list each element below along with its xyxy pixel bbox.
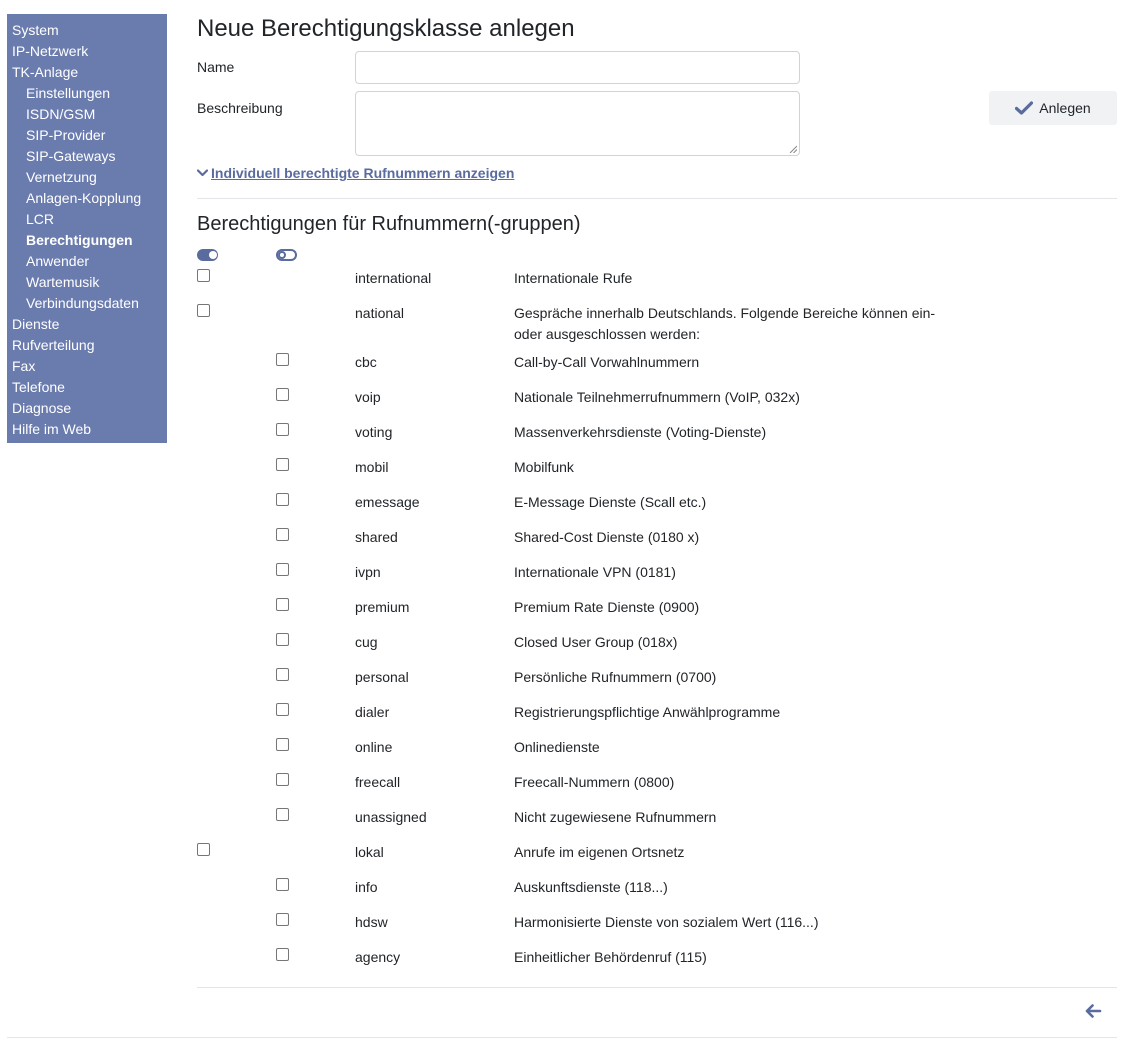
arrow-left-icon[interactable] — [1084, 1002, 1102, 1020]
permission-description: Auskunftsdienste (118...) — [514, 879, 668, 895]
sidebar-item-anwender[interactable]: Anwender — [26, 253, 90, 269]
sidebar-item-einstellungen[interactable]: Einstellungen — [26, 85, 111, 101]
sidebar-item-vernetzung[interactable]: Vernetzung — [26, 169, 97, 185]
page-title: Neue Berechtigungsklasse anlegen — [197, 15, 575, 42]
select-all-switch[interactable] — [197, 249, 218, 261]
permission-code: dialer — [355, 704, 390, 720]
sidebar-item-rufverteilung[interactable]: Rufverteilung — [12, 337, 95, 353]
permission-code: unassigned — [355, 809, 427, 825]
divider — [197, 198, 1117, 199]
permission-checkbox-agency[interactable] — [276, 948, 289, 961]
permission-checkbox-international[interactable] — [197, 269, 210, 282]
sidebar-item-verbindungsdaten[interactable]: Verbindungsdaten — [26, 295, 139, 311]
permission-description: Gespräche innerhalb Deutschlands. Folgende Bereiche können ein- oder ausgeschlossen werden: — [514, 305, 936, 342]
permission-code: freecall — [355, 774, 401, 790]
permission-checkbox-premium[interactable] — [276, 598, 289, 611]
permission-code: ivpn — [355, 564, 381, 580]
permission-code: info — [355, 879, 378, 895]
permission-checkbox-personal[interactable] — [276, 668, 289, 681]
permission-description: Massenverkehrsdienste (Voting-Dienste) — [514, 424, 767, 440]
permission-checkbox-online[interactable] — [276, 738, 289, 751]
permission-checkbox-dialer[interactable] — [276, 703, 289, 716]
description-textarea[interactable] — [355, 91, 800, 156]
show-individual-numbers-label: Individuell berechtigte Rufnummern anzeigen — [211, 165, 515, 181]
sidebar-item-fax[interactable]: Fax — [12, 358, 36, 374]
sidebar-item-sip-gateways[interactable]: SIP-Gateways — [26, 148, 116, 164]
sidebar-nav — [7, 14, 167, 443]
permission-code: personal — [355, 669, 409, 685]
footer-divider — [7, 1037, 1117, 1038]
permission-checkbox-hdsw[interactable] — [276, 913, 289, 926]
description-label: Beschreibung — [197, 100, 283, 116]
divider — [197, 987, 1117, 988]
sidebar-item-hilfe-im-web[interactable]: Hilfe im Web — [12, 421, 92, 437]
select-none-switch[interactable] — [276, 249, 297, 261]
permission-code: hdsw — [355, 914, 388, 930]
permission-code: premium — [355, 599, 410, 615]
permissions-title: Berechtigungen für Rufnummern(-gruppen) — [197, 213, 581, 235]
permission-code: mobil — [355, 459, 389, 475]
permission-description: Closed User Group (018x) — [514, 634, 678, 650]
permission-description: Call-by-Call Vorwahlnummern — [514, 354, 700, 370]
permission-checkbox-unassigned[interactable] — [276, 808, 289, 821]
permission-checkbox-voting[interactable] — [276, 423, 289, 436]
permission-description: Internationale Rufe — [514, 270, 633, 286]
permission-description: Freecall-Nummern (0800) — [514, 774, 675, 790]
permission-code: agency — [355, 949, 401, 965]
name-label: Name — [197, 59, 235, 75]
create-button-label: Anlegen — [1039, 100, 1091, 116]
permission-checkbox-ivpn[interactable] — [276, 563, 289, 576]
permission-checkbox-lokal[interactable] — [197, 843, 210, 856]
permission-description: Shared-Cost Dienste (0180 x) — [514, 529, 700, 545]
permission-description: Nationale Teilnehmerrufnummern (VoIP, 032x) — [514, 389, 800, 405]
create-button[interactable] — [989, 91, 1117, 125]
permission-checkbox-info[interactable] — [276, 878, 289, 891]
permission-code: international — [355, 270, 432, 286]
permission-description: Premium Rate Dienste (0900) — [514, 599, 700, 615]
permission-checkbox-emessage[interactable] — [276, 493, 289, 506]
sidebar-item-ip-netzwerk[interactable]: IP-Netzwerk — [12, 43, 89, 59]
main-content — [197, 0, 1117, 1050]
permission-checkbox-voip[interactable] — [276, 388, 289, 401]
sidebar-item-tk-anlage[interactable]: TK-Anlage — [12, 64, 79, 80]
permission-description: Anrufe im eigenen Ortsnetz — [514, 844, 685, 860]
permission-code: shared — [355, 529, 398, 545]
permission-code: voting — [355, 424, 393, 440]
permission-code: online — [355, 739, 393, 755]
sidebar-item-anlagen-kopplung[interactable]: Anlagen-Kopplung — [26, 190, 142, 206]
permission-checkbox-freecall[interactable] — [276, 773, 289, 786]
switch-knob — [209, 251, 217, 259]
permission-description: Harmonisierte Dienste von sozialem Wert (116...) — [514, 914, 819, 930]
chevron-down-icon — [197, 169, 208, 177]
permission-description: Internationale VPN (0181) — [514, 564, 676, 580]
name-input[interactable] — [355, 51, 800, 84]
sidebar-item-wartemusik[interactable]: Wartemusik — [26, 274, 100, 290]
permission-description: Mobilfunk — [514, 459, 574, 475]
show-individual-numbers-link[interactable] — [197, 165, 514, 181]
permission-code: national — [355, 305, 405, 321]
sidebar-item-diagnose[interactable]: Diagnose — [12, 400, 72, 416]
sidebar-item-isdn-gsm[interactable]: ISDN/GSM — [26, 106, 96, 122]
checkmark-icon — [1015, 101, 1033, 115]
permission-checkbox-shared[interactable] — [276, 528, 289, 541]
permission-description: Persönliche Rufnummern (0700) — [514, 669, 717, 685]
permission-description: Nicht zugewiesene Rufnummern — [514, 809, 717, 825]
permission-checkbox-cug[interactable] — [276, 633, 289, 646]
permission-code: cug — [355, 634, 378, 650]
permission-checkbox-mobil[interactable] — [276, 458, 289, 471]
permission-checkbox-national[interactable] — [197, 304, 210, 317]
sidebar-item-system[interactable]: System — [12, 22, 59, 38]
permission-code: lokal — [355, 844, 384, 860]
permission-code: voip — [355, 389, 381, 405]
permission-code: cbc — [355, 354, 377, 370]
switch-knob — [278, 251, 286, 259]
sidebar-item-telefone[interactable]: Telefone — [12, 379, 65, 395]
permission-checkbox-cbc[interactable] — [276, 353, 289, 366]
permission-description: Einheitlicher Behördenruf (115) — [514, 949, 707, 965]
sidebar-item-sip-provider[interactable]: SIP-Provider — [26, 127, 106, 143]
sidebar-item-berechtigungen[interactable]: Berechtigungen — [26, 232, 133, 248]
permission-description: E-Message Dienste (Scall etc.) — [514, 494, 707, 510]
permission-code: emessage — [355, 494, 420, 510]
permission-description: Registrierungspflichtige Anwählprogramme — [514, 704, 781, 720]
resize-grip-icon[interactable] — [789, 145, 797, 153]
permission-description: Onlinedienste — [514, 739, 600, 755]
sidebar-item-dienste[interactable]: Dienste — [12, 316, 60, 332]
sidebar-item-lcr[interactable]: LCR — [26, 211, 55, 227]
